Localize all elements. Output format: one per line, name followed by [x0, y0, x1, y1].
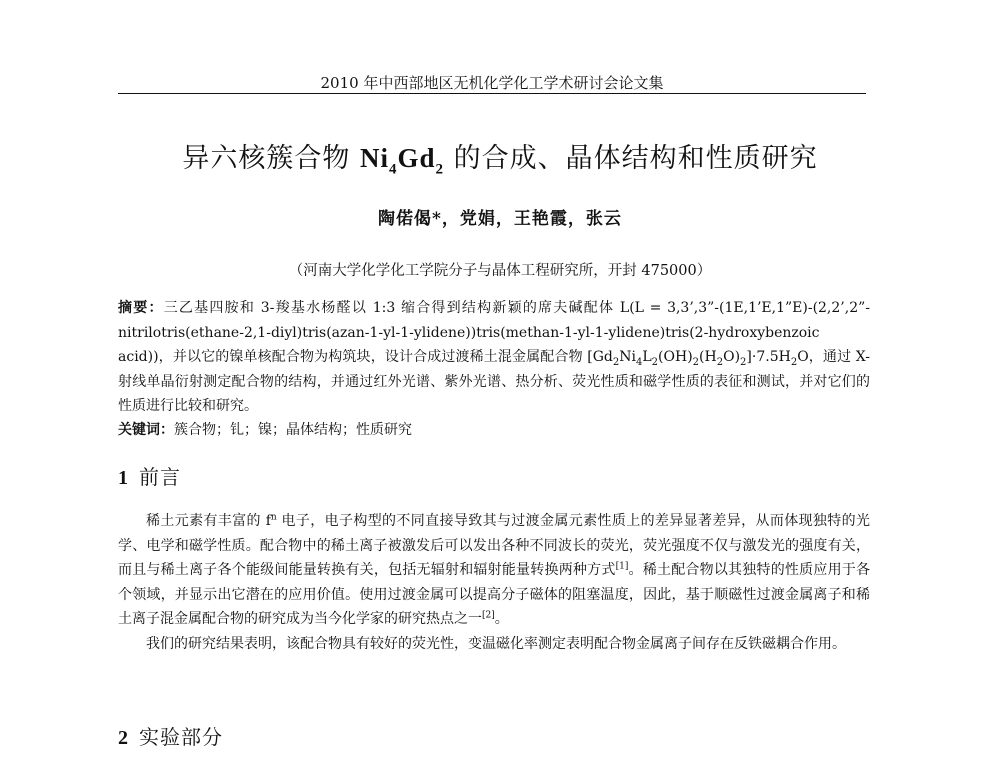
keywords-label: 关键词：: [118, 422, 174, 438]
title-formula: $Ni_4Gd_2$: [359, 143, 445, 178]
keywords-text: 簇合物；钆；镍；晶体结构；性质研究: [174, 422, 412, 438]
paper-title: [0, 136, 1000, 178]
section-heading-introduction: 1 前言: [118, 465, 181, 489]
author-list: 陶偌偈*，党娟，王艳霞，张云: [378, 209, 622, 229]
introduction-body: [118, 509, 870, 656]
citation-ref: [2]: [482, 610, 495, 621]
abstract-label: 摘要：: [118, 300, 164, 316]
paragraph: 我们的研究结果表明，该配合物具有较好的荧光性，变温磁化率测定表明配合物金属离子间存在反铁磁耦合作用。: [146, 635, 846, 652]
title-prefix: 异六核簇合物: [182, 143, 360, 174]
keywords: [118, 418, 870, 442]
paragraph: 稀土元素有丰富的 $f^n$ 电子，电子构型的不同直接导致其与过渡金属元素性质上的差异显著差异，从而体现独特的光学、电学和磁学性质。配合物中的稀土离子被激发后可以发出各种不同波长的荧光，荧光强度不仅与激发光的强度有关，而且与稀土离子各个能级间能量转换有关，包括无辐射和辐射能量转换两种方式[1]。稀土配合物以其独特的性质应用于各个领域，并显示出它潜在的应用价值。使用过渡金属可以提高分子磁体的阻塞温度，因此，基于顺磁性过渡金属离子和稀土离子混金属配合物的研究成为当今化学家的研究热点之一[2]。: [118, 512, 871, 627]
section-heading-experimental: 2 实验部分: [118, 725, 223, 749]
running-header: 2010 年中西部地区无机化学化工学术研讨会论文集: [320, 74, 664, 92]
citation-ref: [1]: [615, 561, 629, 572]
header-rule: [118, 93, 866, 94]
affiliation: （河南大学化学化工学院分子与晶体工程研究所，开封 475000）: [288, 263, 712, 279]
title-suffix: 的合成、晶体结构和性质研究: [444, 143, 818, 174]
abstract: 摘要：三乙基四胺和 3-羧基水杨醛以 1:3 缩合得到结构新颖的席夫碱配体 L(L = 3,3’,3”-(1E,1’E,1”E)-(2,2’,2”-nitrilotris(ethane-2,1-diyl)tris(azan-1-yl-1-ylidene))tris(methan-1-yl-1-ylidene)tris(2-hydroxybenzoic acid))，并以它的镍单核配合物为构筑块，设计合成过渡稀土混金属配合物 $[Gd_2Ni_4L_2(OH)_2(H_2O)_2]\cdot 7.5H_2O$，通过 X-射线单晶衍射测定配合物的结构，并通过红外光谱、紫外光谱、热分析、荧光性质和磁学性质的表征和测试，并对它们的性质进行比较和研究。: [118, 300, 870, 414]
